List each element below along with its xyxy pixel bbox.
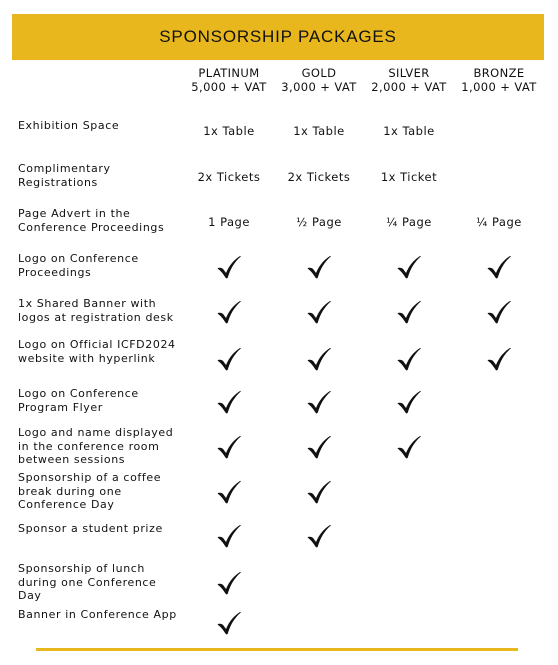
checkmark-icon — [306, 299, 332, 325]
value-cell-silver: 1x Table — [383, 124, 435, 138]
check-cell-bronze — [451, 338, 547, 380]
value-cell-platinum: 1x Table — [203, 124, 255, 138]
check-cell-platinum — [181, 338, 277, 380]
check-cell-silver — [361, 426, 457, 468]
row-label: Page Advert in the Conference Proceedings — [18, 207, 165, 234]
value-cell-gold: ½ Page — [296, 215, 342, 229]
check-cell-silver — [361, 252, 457, 282]
table-row — [0, 608, 558, 638]
check-cell-platinum — [181, 562, 277, 604]
package-name: GOLD — [301, 66, 337, 80]
header-banner — [12, 14, 544, 60]
table-row — [0, 119, 558, 143]
row-label: Logo on Official ICFD2024 website with hyperlink — [18, 338, 176, 365]
check-cell-platinum — [181, 252, 277, 282]
table-row — [0, 338, 558, 380]
package-header-gold — [271, 66, 367, 94]
table-row — [0, 207, 558, 237]
package-price: 2,000 + VAT — [371, 80, 447, 94]
value-cell-gold: 1x Table — [293, 124, 345, 138]
check-cell-gold — [271, 426, 367, 468]
check-cell-gold — [271, 338, 367, 380]
package-header-platinum — [181, 66, 277, 94]
table-row — [0, 522, 558, 550]
table-row — [0, 387, 558, 417]
row-label: Logo and name displayed in the conference room between sessions — [18, 426, 174, 466]
package-name: SILVER — [388, 66, 430, 80]
checkmark-icon — [396, 389, 422, 415]
package-name: PLATINUM — [198, 66, 260, 80]
check-cell-platinum — [181, 426, 277, 468]
checkmark-icon — [306, 389, 332, 415]
table-row — [0, 426, 558, 468]
checkmark-icon — [396, 434, 422, 460]
check-cell-platinum — [181, 471, 277, 513]
row-label: Sponsor a student prize — [18, 522, 163, 535]
checkmark-icon — [216, 610, 242, 636]
checkmark-icon — [396, 254, 422, 280]
table-row — [0, 562, 558, 604]
checkmark-icon — [216, 389, 242, 415]
checkmark-icon — [306, 479, 332, 505]
row-label: Logo on Conference Program Flyer — [18, 387, 139, 414]
value-cell-platinum: 1 Page — [208, 215, 250, 229]
checkmark-icon — [216, 570, 242, 596]
row-label: Sponsorship of lunch during one Conference Day — [18, 562, 157, 602]
package-price: 1,000 + VAT — [461, 80, 537, 94]
checkmark-icon — [486, 346, 512, 372]
check-cell-gold — [271, 297, 367, 327]
bottom-divider — [36, 648, 518, 651]
package-price: 5,000 + VAT — [191, 80, 267, 94]
check-cell-platinum — [181, 608, 277, 638]
package-price: 3,000 + VAT — [281, 80, 357, 94]
table-row — [0, 297, 558, 327]
package-header-silver — [361, 66, 457, 94]
row-label: Banner in Conference App — [18, 608, 177, 621]
check-cell-silver — [361, 338, 457, 380]
checkmark-icon — [486, 254, 512, 280]
row-label: Logo on Conference Proceedings — [18, 252, 139, 279]
page-title: SPONSORSHIP PACKAGES — [159, 27, 397, 46]
checkmark-icon — [306, 254, 332, 280]
value-cell-silver: ¼ Page — [386, 215, 432, 229]
value-cell-bronze: ¼ Page — [476, 215, 522, 229]
checkmark-icon — [216, 346, 242, 372]
checkmark-icon — [486, 299, 512, 325]
table-row — [0, 252, 558, 282]
row-label: Exhibition Space — [18, 119, 120, 132]
checkmark-icon — [216, 523, 242, 549]
checkmark-icon — [216, 434, 242, 460]
check-cell-silver — [361, 297, 457, 327]
value-cell-silver: 1x Ticket — [380, 170, 438, 184]
check-cell-platinum — [181, 387, 277, 417]
check-cell-gold — [271, 471, 367, 513]
check-cell-platinum — [181, 522, 277, 550]
checkmark-icon — [306, 434, 332, 460]
package-header-bronze — [451, 66, 547, 94]
check-cell-platinum — [181, 297, 277, 327]
row-label: Sponsorship of a coffee break during one Conference Day — [18, 471, 162, 511]
check-cell-gold — [271, 522, 367, 550]
check-cell-gold — [271, 252, 367, 282]
value-cell-platinum: 2x Tickets — [197, 170, 261, 184]
checkmark-icon — [396, 346, 422, 372]
check-cell-bronze — [451, 297, 547, 327]
checkmark-icon — [216, 299, 242, 325]
check-cell-gold — [271, 387, 367, 417]
checkmark-icon — [306, 523, 332, 549]
row-label: 1x Shared Banner with logos at registration desk — [18, 297, 174, 324]
checkmark-icon — [306, 346, 332, 372]
value-cell-gold: 2x Tickets — [287, 170, 351, 184]
package-name: BRONZE — [473, 66, 525, 80]
check-cell-silver — [361, 387, 457, 417]
table-row — [0, 162, 558, 192]
table-row — [0, 471, 558, 513]
checkmark-icon — [396, 299, 422, 325]
checkmark-icon — [216, 479, 242, 505]
check-cell-bronze — [451, 252, 547, 282]
row-label: Complimentary Registrations — [18, 162, 111, 189]
checkmark-icon — [216, 254, 242, 280]
